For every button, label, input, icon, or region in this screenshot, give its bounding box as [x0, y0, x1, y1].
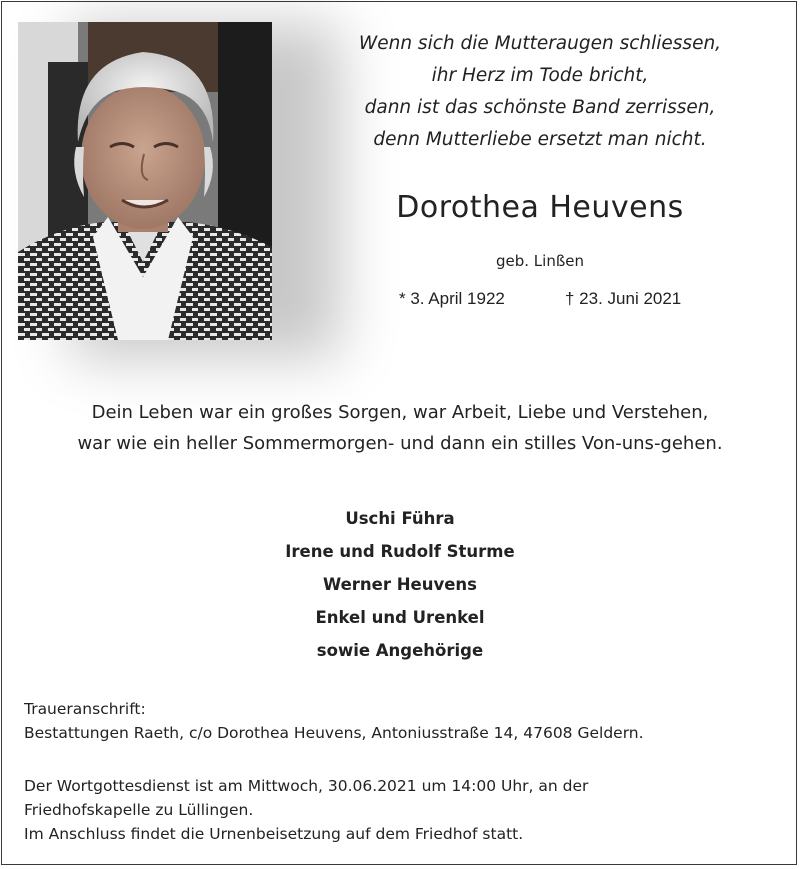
poem-line: denn Mutterliebe ersetzt man nicht.: [373, 129, 707, 150]
poem-line: Wenn sich die Mutteraugen schliessen,: [358, 33, 722, 54]
deceased-name: Dorothea Heuvens: [396, 190, 684, 225]
memorial-poem: [320, 28, 760, 156]
poem-line: dann ist das schönste Band zerrissen,: [364, 97, 716, 118]
address-text: Bestattungen Raeth, c/o Dorothea Heuvens, Antoniusstraße 14, 47608 Geldern.: [24, 724, 644, 742]
memorial-verse: [0, 397, 800, 459]
birth-date: * 3. April 1922: [399, 289, 505, 308]
verse-line: war wie ein heller Sommermorgen- und dann ein stilles Von-uns-gehen.: [77, 433, 723, 454]
mourner-name: Enkel und Urenkel: [315, 608, 485, 627]
mourner-name: Werner Heuvens: [322, 575, 478, 594]
service-line: Im Anschluss findet die Urnenbeisetzung auf dem Friedhof statt.: [24, 825, 524, 843]
portrait-photo: [18, 22, 272, 340]
mourning-address: [24, 697, 784, 745]
mourner-name: Uschi Führa: [345, 509, 455, 528]
service-line: Der Wortgottesdienst ist am Mittwoch, 30.06.2021 um 14:00 Uhr, an der: [24, 777, 589, 795]
address-label: Traueranschrift:: [24, 700, 146, 718]
mourners-list: [0, 502, 800, 667]
verse-line: Dein Leben war ein großes Sorgen, war Arbeit, Liebe und Verstehen,: [91, 402, 709, 423]
death-date: † 23. Juni 2021: [565, 289, 682, 308]
portrait-photo-wrapper: [18, 22, 272, 340]
poem-line: ihr Herz im Tode bricht,: [431, 65, 649, 86]
service-info: [24, 774, 784, 846]
mourner-name: sowie Angehörige: [316, 641, 484, 660]
birth-name: geb. Linßen: [495, 252, 585, 270]
mourner-name: Irene und Rudolf Sturme: [285, 542, 515, 561]
service-line: Friedhofskapelle zu Lüllingen.: [24, 801, 254, 819]
